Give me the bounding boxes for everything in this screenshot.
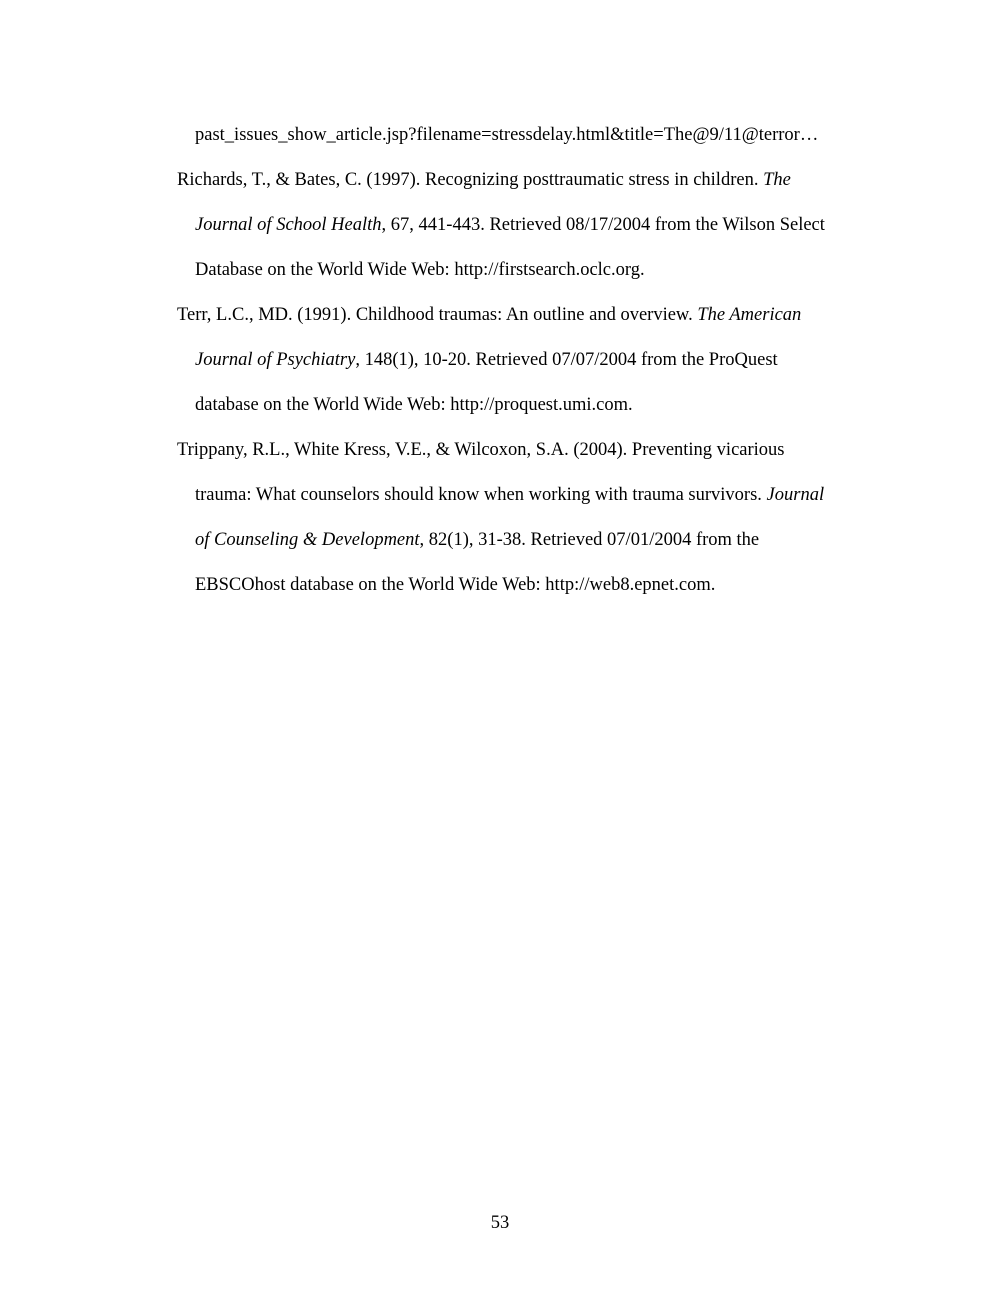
reference-line [177, 203, 897, 248]
reference-text: EBSCOhost database on the World Wide Web: http://web8.epnet.com. [195, 575, 716, 595]
reference-text: database on the World Wide Web: http://proquest.umi.com. [195, 395, 633, 415]
page-number: 53 [490, 1213, 510, 1233]
reference-text: Database on the World Wide Web: http://firstsearch.oclc.org. [195, 260, 645, 280]
reference-line [177, 383, 897, 428]
reference-line [177, 518, 897, 563]
reference-text: Richards, T., & Bates, C. (1997). Recognizing posttraumatic stress in children. [177, 170, 764, 190]
reference-text: Trippany, R.L., White Kress, V.E., & Wilcoxon, S.A. (2004). Preventing vicarious [177, 440, 785, 460]
reference-line [177, 248, 897, 293]
reference-italic-text: Journal of School Health [195, 215, 382, 235]
reference-line [177, 563, 897, 608]
reference-italic-text: The American [697, 305, 802, 325]
reference-text: , 67, 441-443. Retrieved 08/17/2004 from the Wilson Select [381, 215, 825, 235]
reference-italic-text: of Counseling & Development [195, 530, 420, 550]
reference-line [177, 473, 897, 518]
reference-entry-cont [177, 113, 897, 158]
reference-line [177, 338, 897, 383]
reference-entry-trippany [177, 428, 897, 608]
reference-entry-richards [177, 158, 897, 293]
reference-italic-text: Journal [766, 485, 825, 505]
reference-text: trauma: What counselors should know when working with trauma survivors. [195, 485, 767, 505]
reference-text: past_issues_show_article.jsp?filename=stressdelay.html&title=The@9/11@terror… [195, 125, 819, 145]
reference-line [177, 293, 897, 338]
reference-list [177, 113, 897, 608]
reference-line [177, 158, 897, 203]
reference-italic-text: Journal of Psychiatry [195, 350, 356, 370]
reference-line [177, 113, 897, 158]
reference-line [177, 428, 897, 473]
reference-text: , 148(1), 10-20. Retrieved 07/07/2004 from the ProQuest [355, 350, 778, 370]
reference-italic-text: The [763, 170, 791, 190]
reference-entry-terr [177, 293, 897, 428]
reference-text: , 82(1), 31-38. Retrieved 07/01/2004 from the [419, 530, 760, 550]
reference-text: Terr, L.C., MD. (1991). Childhood traumas: An outline and overview. [177, 305, 698, 325]
